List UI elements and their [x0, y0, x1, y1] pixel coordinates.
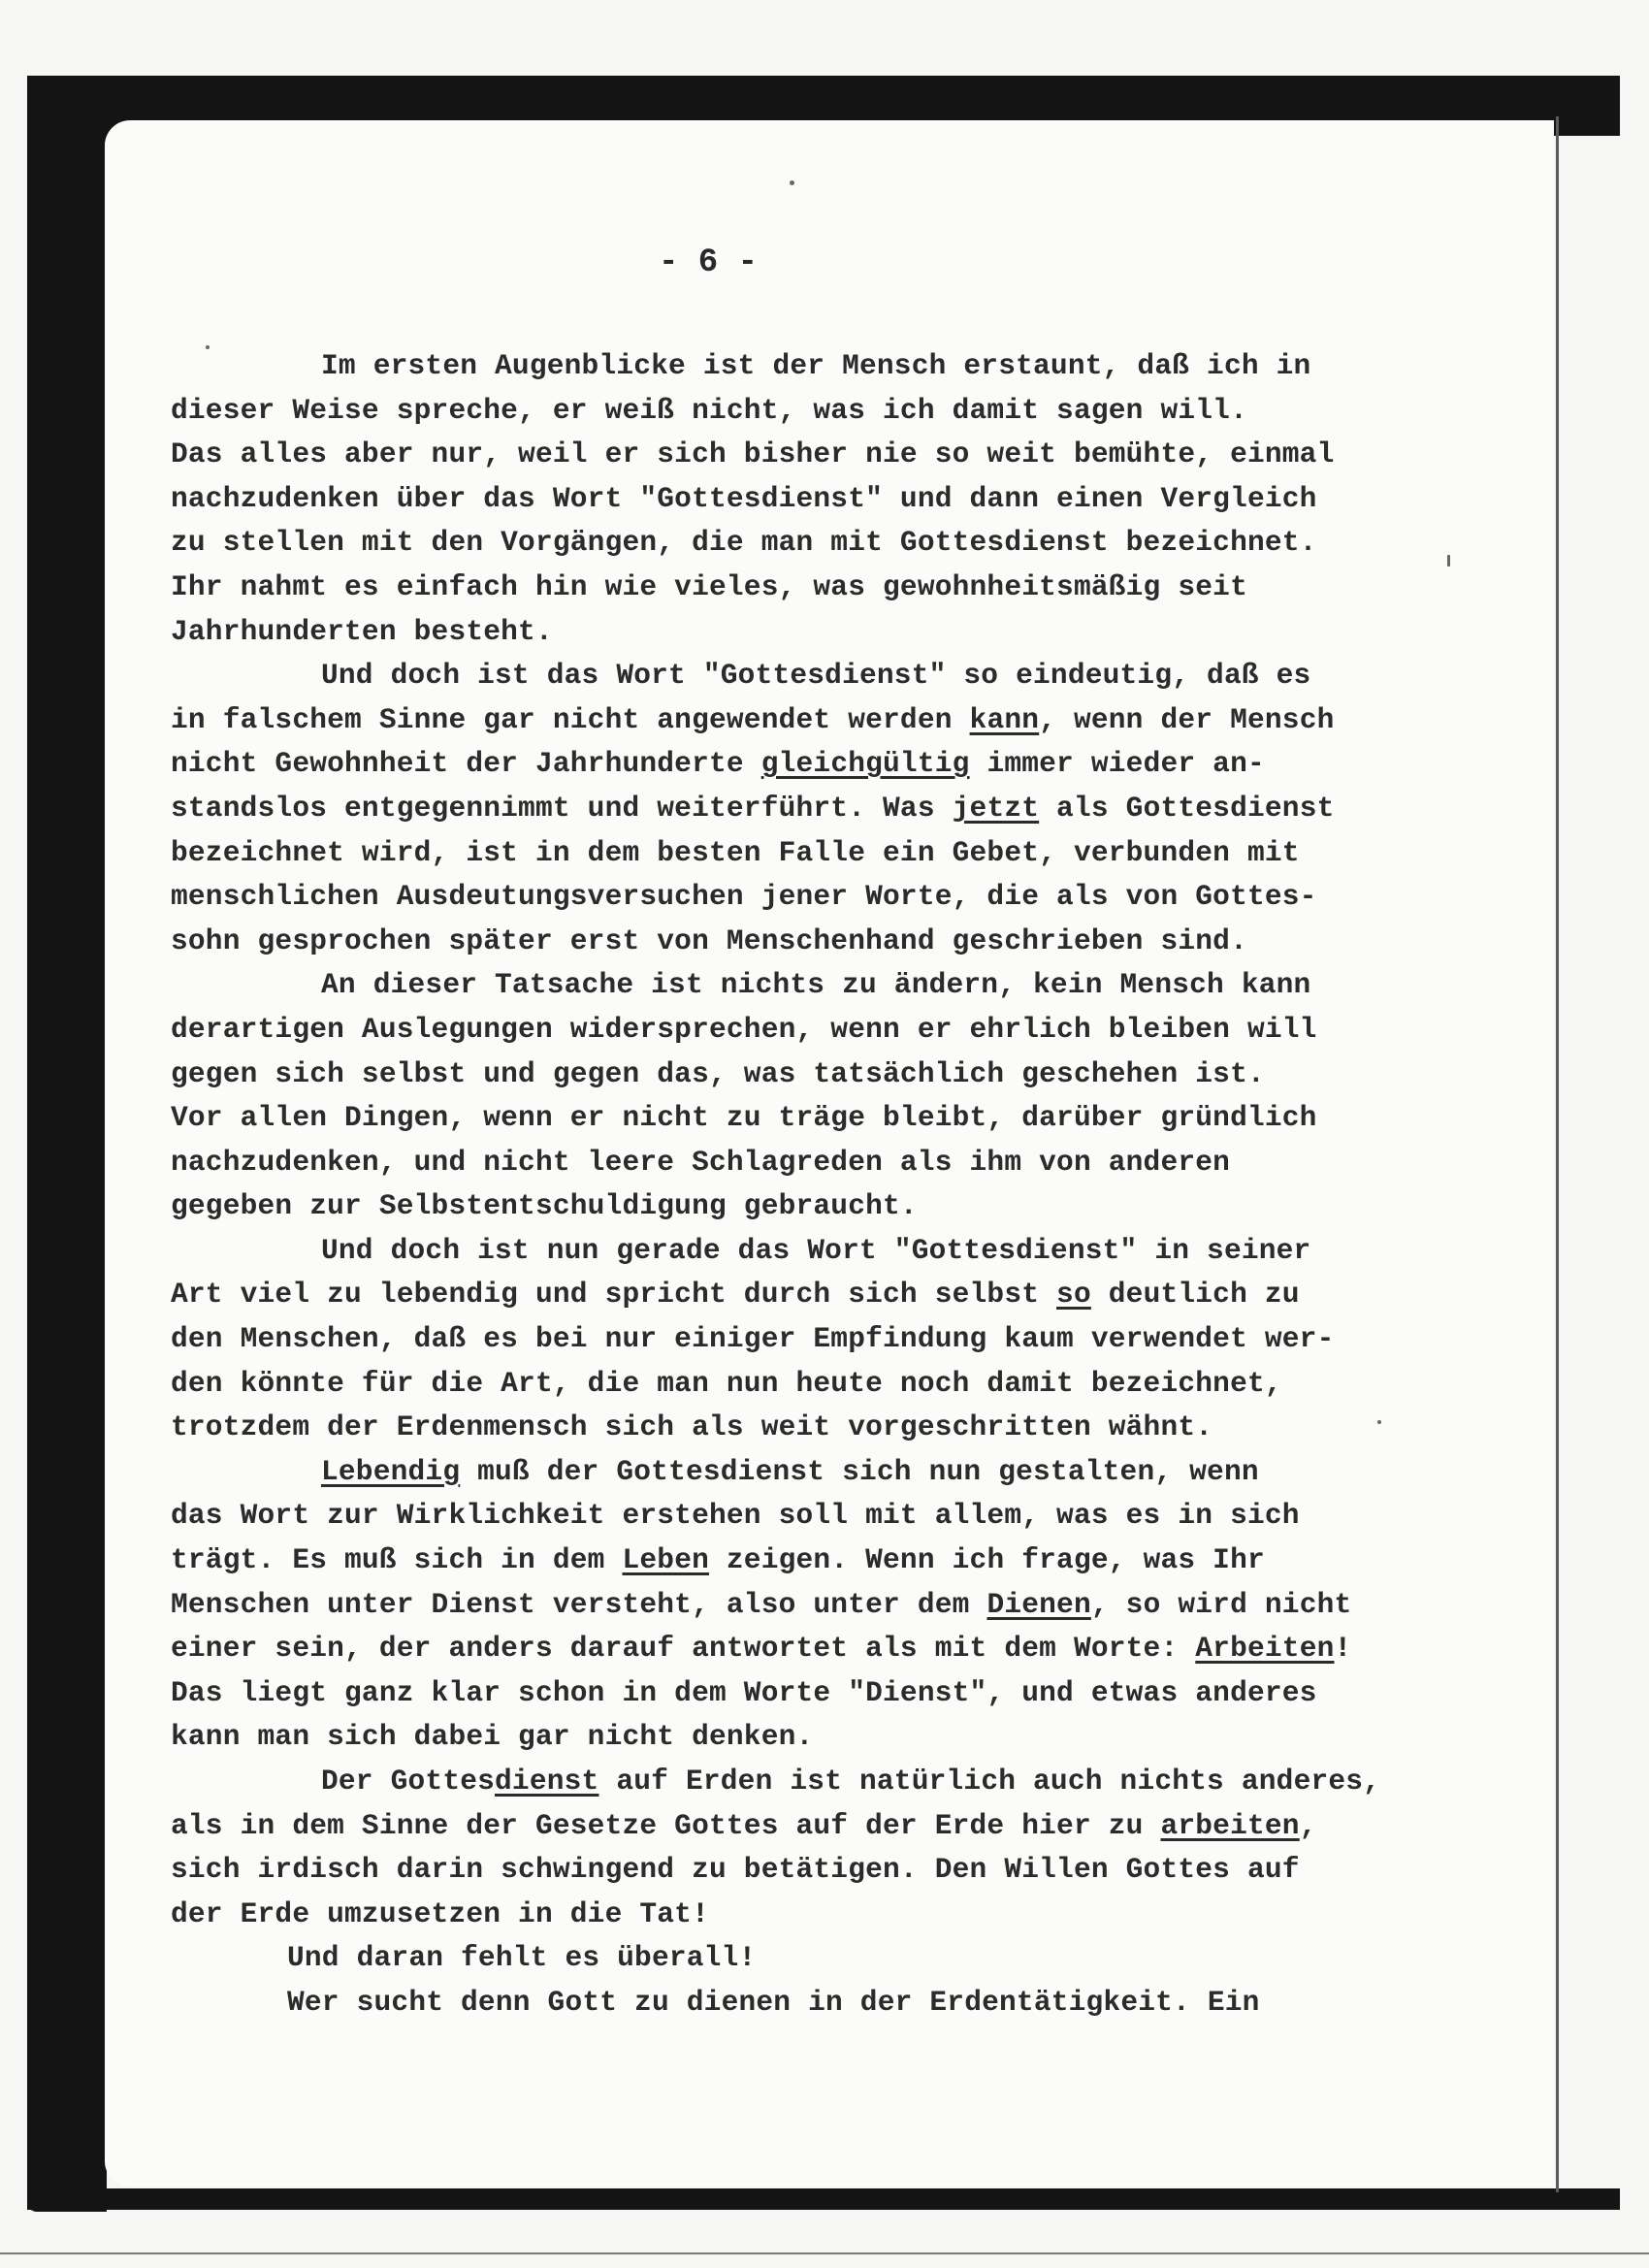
underlined-word: gleichgültig — [760, 747, 970, 781]
text-segment: kann man sich dabei gar nicht denken. — [171, 1720, 814, 1754]
text-segment: derartigen Auslegungen widersprechen, wenn er ehrlich bleiben will — [171, 1012, 1317, 1046]
text-line — [171, 1981, 1461, 2025]
scan-speck — [790, 180, 794, 185]
text-segment: Vor allen Dingen, wenn er nicht zu träge bleibt, darüber gründlich — [171, 1101, 1317, 1135]
text-line — [171, 698, 1461, 743]
text-segment: ! — [1334, 1632, 1352, 1666]
text-segment: Und doch ist nun gerade das Wort "Gottesdienst" in seiner — [321, 1233, 1311, 1267]
text-segment: , — [1299, 1808, 1317, 1842]
text-segment: zeigen. Wenn ich frage, was Ihr — [709, 1543, 1265, 1577]
text-segment: Und doch ist das Wort "Gottesdienst" so eindeutig, daß es — [321, 659, 1311, 693]
text-segment: Ihr nahmt es einfach hin wie vieles, was gewohnheitsmäßig seit — [171, 569, 1247, 603]
text-segment: auf Erden ist natürlich auch nichts anderes, — [598, 1765, 1381, 1798]
text-line — [171, 1450, 1461, 1495]
text-segment: muß der Gottesdienst sich nun gestalten, wenn — [460, 1454, 1259, 1488]
text-line — [171, 1096, 1461, 1141]
text-segment: als Gottesdienst — [1039, 791, 1335, 825]
text-line — [171, 1317, 1461, 1362]
text-line — [171, 1893, 1461, 1937]
text-line — [171, 521, 1461, 566]
text-line — [171, 1936, 1461, 1981]
underlined-word: Lebendig — [321, 1454, 461, 1488]
text-segment: nachzudenken, und nicht leere Schlagreden als ihm von anderen — [171, 1145, 1231, 1179]
text-segment: bezeichnet wird, ist in dem besten Falle ein Gebet, verbunden mit — [171, 835, 1300, 869]
text-line — [171, 787, 1461, 831]
text-segment: das Wort zur Wirklichkeit erstehen soll mit allem, was es in sich — [171, 1499, 1300, 1533]
text-segment: einer sein, der anders darauf antwortet als mit dem Worte: — [171, 1632, 1196, 1666]
text-segment: Menschen unter Dienst versteht, also unter dem — [171, 1587, 987, 1621]
page-number: - 6 - — [658, 244, 759, 281]
text-line — [171, 1362, 1461, 1407]
text-line — [171, 477, 1461, 522]
text-line — [171, 566, 1461, 610]
text-segment: als in dem Sinne der Gesetze Gottes auf der Erde hier zu — [171, 1808, 1161, 1842]
text-segment: immer wieder an- — [969, 747, 1265, 781]
text-line — [171, 963, 1461, 1008]
scan-border-bottom — [27, 2188, 1620, 2210]
text-line — [171, 1715, 1461, 1760]
text-segment: Das alles aber nur, weil er sich bisher nie so weit bemühte, einmal — [171, 437, 1335, 471]
text-line — [171, 1494, 1461, 1539]
text-line — [171, 433, 1461, 477]
underlined-word: Leben — [622, 1543, 709, 1577]
text-segment: menschlichen Ausdeutungsversuchen jener Worte, die als von Gottes- — [171, 880, 1317, 914]
text-segment: nicht Gewohnheit der Jahrhunderte — [171, 747, 761, 781]
text-line — [171, 1671, 1461, 1716]
text-line — [171, 344, 1461, 389]
underlined-word: arbeiten — [1160, 1808, 1300, 1842]
text-line — [171, 875, 1461, 920]
text-line — [171, 1229, 1461, 1274]
text-segment: trotzdem der Erdenmensch sich als weit vorgeschritten wähnt. — [171, 1410, 1213, 1444]
text-segment: Jahrhunderten besteht. — [171, 614, 553, 648]
text-segment: Das liegt ganz klar schon in dem Worte "Dienst", und etwas anderes — [171, 1675, 1317, 1709]
scan-border-right — [1556, 116, 1559, 2192]
scan-border-left — [27, 116, 107, 2212]
text-line — [171, 1539, 1461, 1583]
text-segment: Der Gottes — [321, 1765, 496, 1798]
text-line — [171, 1804, 1461, 1849]
text-segment: , wenn der Mensch — [1039, 702, 1335, 736]
text-segment: sich irdisch darin schwingend zu betätigen. Den Willen Gottes auf — [171, 1853, 1300, 1887]
text-line — [171, 1184, 1461, 1229]
text-line — [171, 1141, 1461, 1185]
text-line — [171, 1273, 1461, 1317]
text-segment: in falschem Sinne gar nicht angewendet werden — [171, 702, 970, 736]
underlined-word: Arbeiten — [1195, 1632, 1335, 1666]
text-line — [171, 610, 1461, 655]
sheet-edge-line — [0, 2252, 1649, 2254]
underlined-word: kann — [969, 702, 1040, 736]
text-line — [171, 1008, 1461, 1053]
underlined-word: dienst — [495, 1765, 599, 1798]
text-segment: dieser Weise spreche, er weiß nicht, was ich damit sagen will. — [171, 393, 1247, 427]
text-segment: zu stellen mit den Vorgängen, die man mit Gottesdienst bezeichnet. — [171, 526, 1317, 560]
text-segment: Im ersten Augenblicke ist der Mensch erstaunt, daß ich in — [321, 349, 1311, 382]
text-line — [171, 1848, 1461, 1893]
text-segment: den Menschen, daß es bei nur einiger Empfindung kaum verwendet wer- — [171, 1322, 1335, 1356]
text-segment: , so wird nicht — [1090, 1587, 1352, 1621]
text-segment: gegeben zur Selbstentschuldigung gebraucht. — [171, 1189, 918, 1223]
underlined-word: so — [1056, 1278, 1091, 1312]
text-segment: nachzudenken über das Wort "Gottesdienst" und dann einen Vergleich — [171, 481, 1317, 515]
text-segment: standslos entgegennimmt und weiterführt. Was — [171, 791, 953, 825]
underlined-word: Dienen — [986, 1587, 1091, 1621]
text-line — [171, 1627, 1461, 1671]
text-segment: Wer sucht denn Gott zu dienen in der Erdentätigkeit. Ein — [287, 1985, 1260, 2019]
underlined-word: jetzt — [952, 791, 1040, 825]
text-segment: gegen sich selbst und gegen das, was tatsächlich geschehen ist. — [171, 1056, 1265, 1090]
text-segment: Und daran fehlt es überall! — [287, 1941, 757, 1975]
text-line — [171, 1760, 1461, 1804]
typewritten-body — [171, 344, 1461, 2025]
text-segment: der Erde umzusetzen in die Tat! — [171, 1896, 709, 1930]
text-line — [171, 742, 1461, 787]
text-line — [171, 831, 1461, 876]
text-segment: den könnte für die Art, die man nun heute noch damit bezeichnet, — [171, 1366, 1282, 1400]
text-segment: trägt. Es muß sich in dem — [171, 1543, 623, 1577]
text-line — [171, 1053, 1461, 1097]
text-segment: An dieser Tatsache ist nichts zu ändern, kein Mensch kann — [321, 968, 1311, 1002]
text-line — [171, 920, 1461, 964]
text-line — [171, 1406, 1461, 1450]
text-line — [171, 654, 1461, 698]
text-line — [171, 389, 1461, 434]
text-segment: sohn gesprochen später erst von Menschenhand geschrieben sind. — [171, 923, 1247, 957]
text-segment: deutlich zu — [1090, 1278, 1300, 1312]
text-segment: Art viel zu lebendig und spricht durch sich selbst — [171, 1278, 1057, 1312]
text-line — [171, 1583, 1461, 1628]
